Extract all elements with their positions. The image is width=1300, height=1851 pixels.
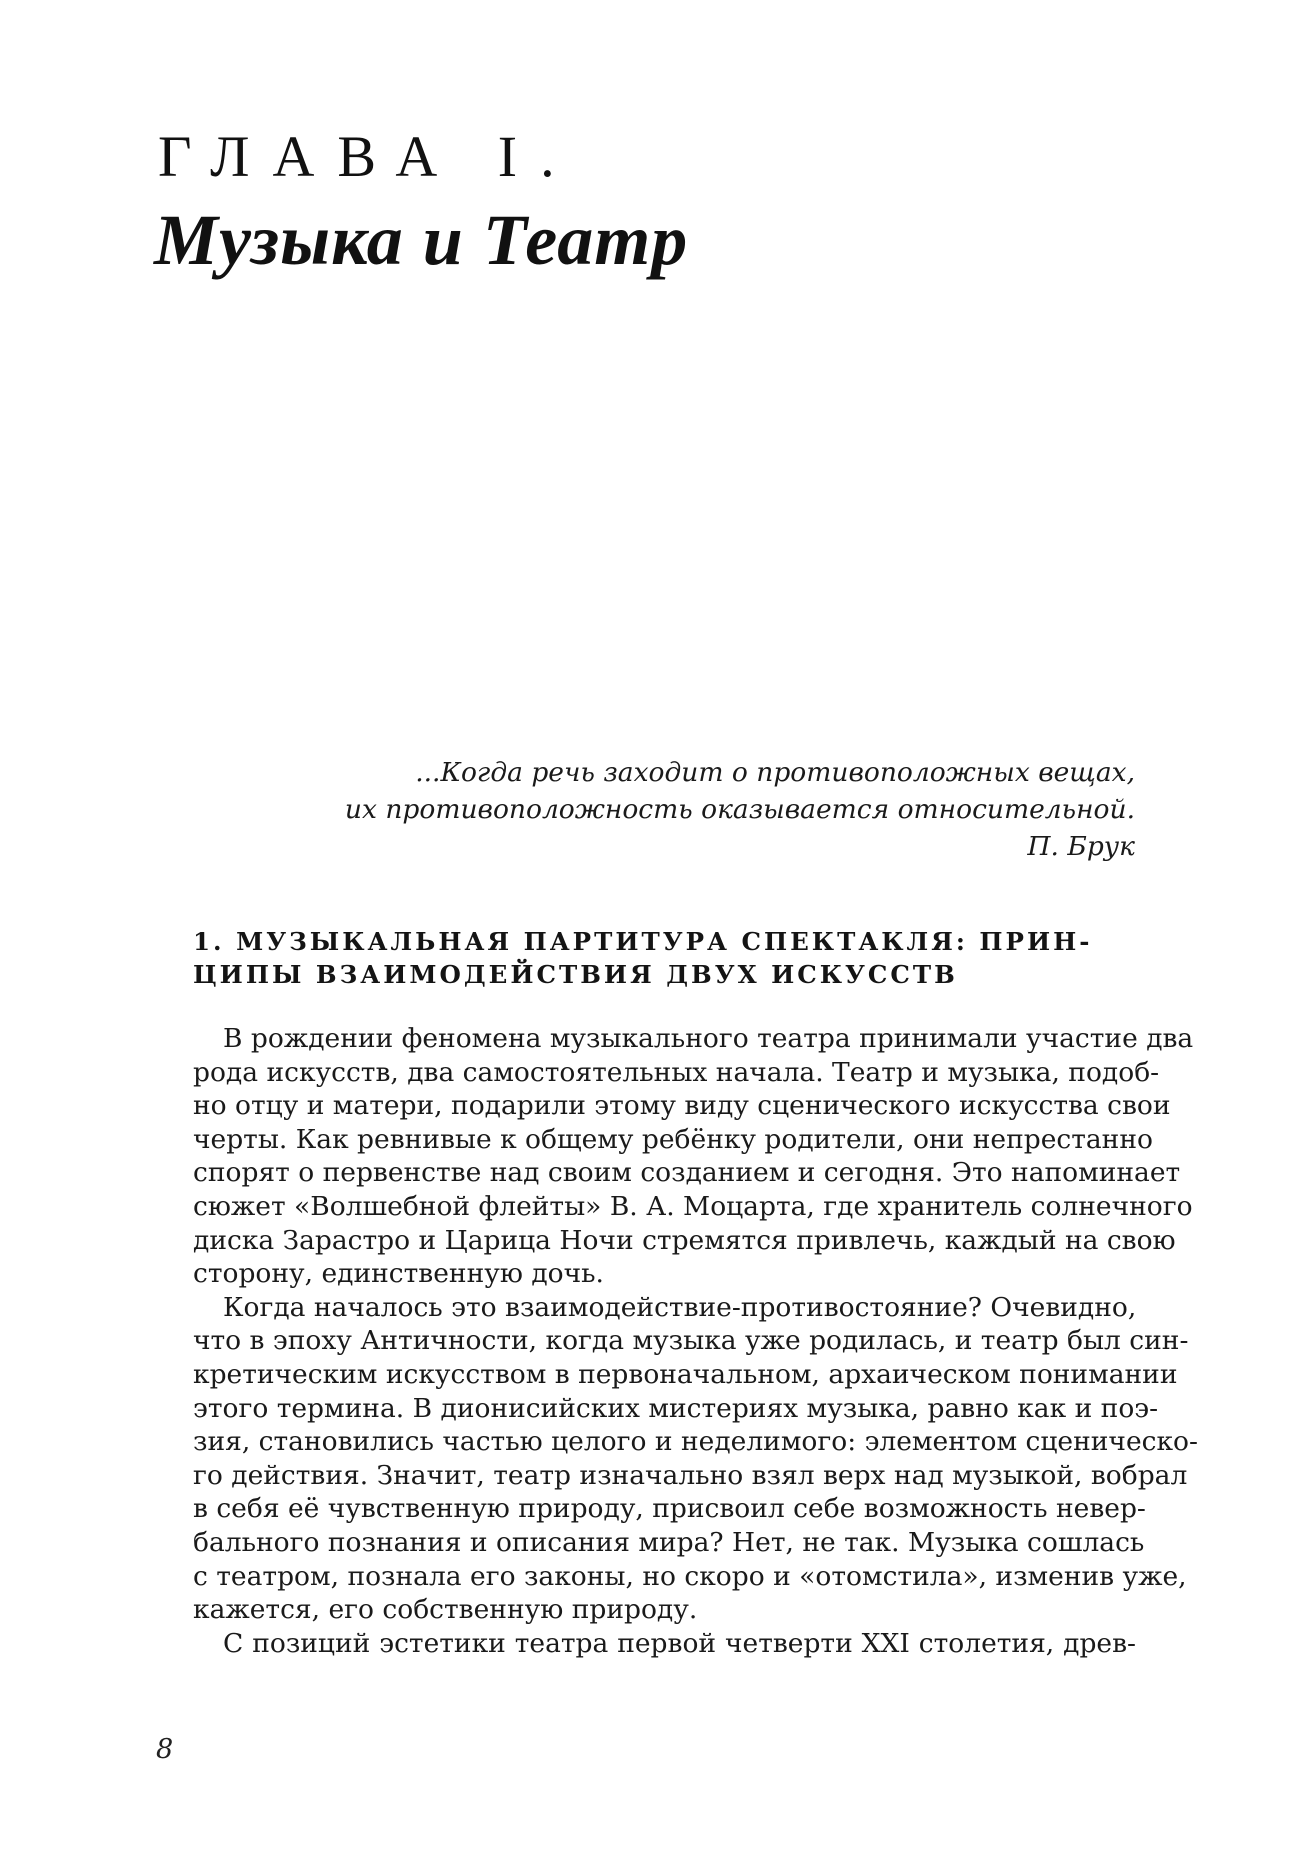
chapter-title: Музыка и Театр — [154, 200, 689, 280]
paragraph-line: го действия. Значит, театр изначально взял верх над музыкой, вобрал — [193, 1459, 1188, 1491]
epigraph-line: ...Когда речь заходит о противоположных вещах, — [415, 757, 1135, 788]
section-heading-line: 1. МУЗЫКАЛЬНАЯ ПАРТИТУРА СПЕКТАКЛЯ: ПРИН- — [193, 927, 1093, 956]
page-number: 8 — [156, 1734, 174, 1765]
body-text — [193, 1022, 1198, 1660]
paragraph-line: С позиций эстетики театра первой четверти XXI столетия, древ- — [223, 1627, 1136, 1659]
paragraph-line: с театром, познала его законы, но скоро и «отомстила», изменив уже, — [193, 1560, 1187, 1592]
paragraph-line: зия, становились частью целого и неделимого: элементом сценическо- — [193, 1426, 1198, 1458]
epigraph-author: П. Брук — [1027, 831, 1135, 862]
paragraph-line: спорят о первенстве над своим созданием и сегодня. Это напоминает — [193, 1157, 1181, 1189]
section-heading — [193, 925, 1143, 991]
paragraph-line: рода искусств, два самостоятельных начала. Театр и музыка, подоб- — [193, 1056, 1160, 1088]
paragraph-line: но отцу и матери, подарили этому виду сценического искусства свои — [193, 1090, 1171, 1122]
paragraph-line: диска Зарастро и Царица Ночи стремятся привлечь, каждый на свою — [193, 1224, 1176, 1256]
paragraph-line: кретическим искусством в первоначальном, архаическом понимании — [193, 1358, 1178, 1390]
paragraph-line: черты. Как ревнивые к общему ребёнку родители, они непрестанно — [193, 1123, 1153, 1155]
paragraph-line: В рождении феномена музыкального театра принимали участие два — [223, 1023, 1194, 1054]
paragraph-line: этого термина. В дионисийских мистериях музыка, равно как и поэ- — [193, 1392, 1159, 1424]
paragraph-line: в себя её чувственную природу, присвоил себе возможность невер- — [193, 1493, 1146, 1525]
paragraph-line: Когда началось это взаимодействие-противостояние? Очевидно, — [223, 1291, 1137, 1323]
section-heading-line: ЦИПЫ ВЗАИМОДЕЙСТВИЯ ДВУХ ИСКУССТВ — [193, 960, 958, 989]
chapter-label: ГЛАВА I. — [158, 124, 578, 189]
epigraph-line: их противоположность оказывается относительной. — [344, 794, 1135, 825]
paragraph-line: сторону, единственную дочь. — [193, 1258, 604, 1290]
epigraph — [345, 754, 1135, 865]
paragraph-line: бального познания и описания мира? Нет, не так. Музыка сошлась — [193, 1526, 1145, 1558]
paragraph-line: сюжет «Волшебной флейты» В. А. Моцарта, где хранитель солнечного — [193, 1190, 1193, 1222]
paragraph-line: кажется, его собственную природу. — [193, 1594, 698, 1626]
paragraph-line: что в эпоху Античности, когда музыка уже родилась, и театр был син- — [193, 1325, 1189, 1357]
